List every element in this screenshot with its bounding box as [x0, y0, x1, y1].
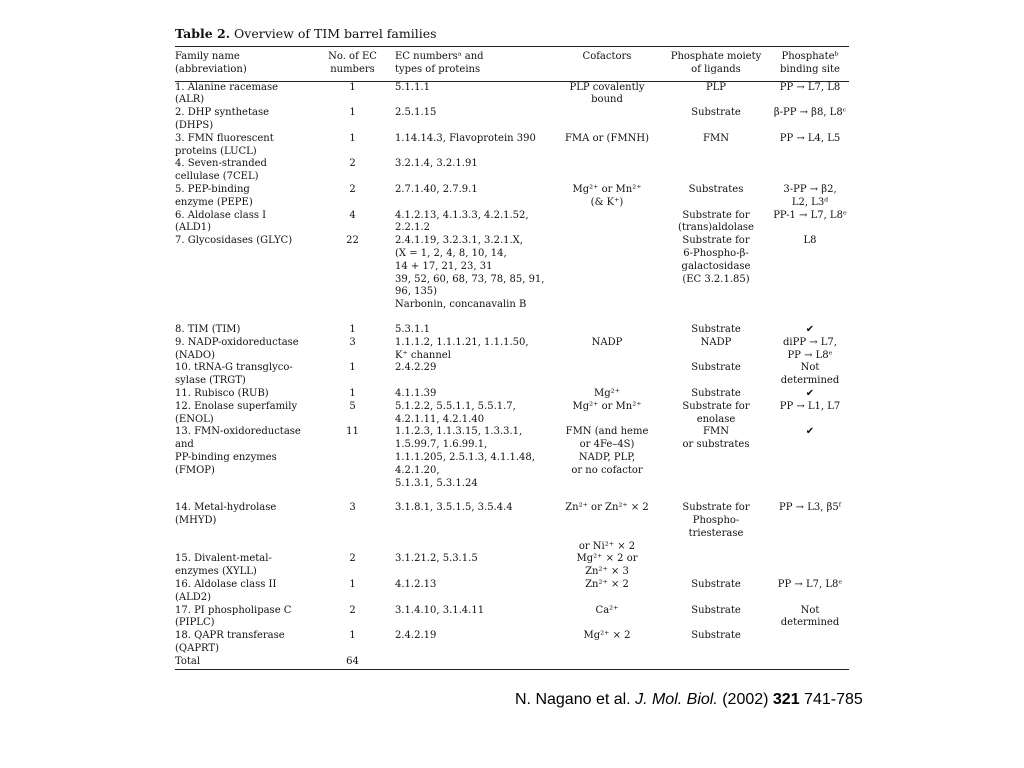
- cell-family: 7. Glycosidases (GLYC): [175, 235, 293, 247]
- cell-ec: 1.1.1.2, 1.1.1.21, 1.1.1.50, K⁺ channel: [395, 336, 529, 361]
- cell-num: 11: [346, 426, 359, 438]
- cell-ec: 1.1.2.3, 1.1.3.15, 1.3.3.1, 1.5.99.7, 1.6.99.1, 1.1.1.205, 2.5.1.3, 4.1.1.48, 4.2.1.20, 5.1.3.1, 5.3.1.24: [395, 426, 535, 489]
- cell-ec: 3.1.8.1, 3.5.1.5, 3.5.4.4: [395, 502, 513, 514]
- bottom-rule: [175, 669, 849, 670]
- cell-ec: 2.5.1.15: [395, 107, 437, 119]
- cell-num: 1: [349, 387, 356, 399]
- table-label: Table 2.: [175, 26, 231, 41]
- cell-site: L8: [803, 235, 817, 247]
- table-row: [175, 133, 849, 159]
- cell-site: PP-1 → L7, L8ᵉ: [773, 209, 847, 221]
- table-row: [175, 388, 849, 401]
- table-row: [175, 502, 849, 540]
- citation-pages: 741-785: [799, 691, 863, 708]
- table-row: [175, 184, 849, 210]
- cell-family: Total: [175, 655, 201, 667]
- cell-num: 1: [349, 579, 356, 591]
- cell-family: 17. PI phospholipase C (PIPLC): [175, 604, 292, 629]
- cell-num: 1: [349, 107, 356, 119]
- cell-num: 1: [349, 362, 356, 374]
- cell-site: [771, 541, 849, 554]
- table-title: [175, 26, 849, 42]
- cell-cof: Zn²⁺ or Zn²⁺ × 2: [565, 502, 649, 514]
- cell-ec: 2.4.2.29: [395, 362, 437, 374]
- cell-site: β-PP → β8, L8ᶜ: [773, 107, 847, 119]
- table-row: [175, 210, 849, 236]
- cell-num: 22: [346, 235, 359, 247]
- table-row: [175, 158, 849, 184]
- citation-journal: J. Mol. Biol.: [635, 691, 718, 708]
- cell-pho: Substrate for enolase: [682, 400, 750, 425]
- cell-pho: [661, 656, 771, 669]
- cell-family: 10. tRNA-G transglyco- sylase (TRGT): [175, 362, 293, 387]
- header-row: [175, 47, 849, 81]
- cell-pho: Substrate: [691, 579, 741, 591]
- cell-family: 12. Enolase superfamily (ENOL): [175, 400, 298, 425]
- cell-cof: Mg²⁺ × 2 or Zn²⁺ × 3: [576, 553, 638, 578]
- row-spacer-cell: [175, 490, 849, 502]
- cell-num: 4: [349, 209, 356, 221]
- cell-cof: FMN (and heme or 4Fe–4S) NADP, PLP, or no cofactor: [565, 426, 649, 476]
- cell-ec: 3.1.4.10, 3.1.4.11: [395, 604, 485, 616]
- cell-ec: 5.1.2.2, 5.5.1.1, 5.5.1.7, 4.2.1.11, 4.2.1.40: [395, 400, 516, 425]
- cell-cof: [553, 158, 661, 184]
- table-row: [175, 630, 849, 656]
- cell-ec: 2.4.2.19: [395, 630, 437, 642]
- cell-pho: Substrate: [691, 604, 741, 616]
- table-row: [175, 82, 849, 108]
- table-row: [175, 579, 849, 605]
- cell-ec: 2.4.1.19, 3.2.3.1, 3.2.1.X, (X = 1, 2, 4, 8, 10, 14, 14 + 17, 21, 23, 31 39, 52, 60, 68, 73, 78, 85, 91, 96, 135) Narbonin, concanavalin B: [395, 235, 545, 311]
- cell-pho: Substrate: [691, 362, 741, 374]
- cell-cof: Mg²⁺ or Mn²⁺: [572, 400, 642, 412]
- citation: [515, 690, 863, 710]
- header-num-ec: No. of EC numbers: [328, 51, 377, 75]
- header-binding-site: Phosphateᵇ binding site: [780, 51, 840, 75]
- cell-family: 9. NADP-oxidoreductase (NADO): [175, 336, 299, 361]
- cell-cof: [553, 362, 661, 388]
- cell-pho: PLP: [705, 81, 727, 93]
- cell-pho: [661, 541, 771, 554]
- cell-ec: 4.1.1.39: [395, 387, 437, 399]
- cell-num: 1: [349, 323, 356, 335]
- table-row: [175, 553, 849, 579]
- table-title-text: Overview of TIM barrel families: [234, 26, 437, 41]
- tim-barrel-table: [175, 47, 849, 669]
- cell-num: 2: [349, 158, 356, 170]
- citation-volume: 321: [772, 691, 800, 708]
- cell-num: 3: [349, 336, 356, 348]
- cell-cof: Zn²⁺ × 2: [585, 579, 629, 591]
- cell-site: [771, 630, 849, 656]
- cell-pho: Substrate: [691, 107, 741, 119]
- table-row: [175, 605, 849, 631]
- cell-ec: 2.7.1.40, 2.7.9.1: [395, 183, 478, 195]
- cell-pho: Substrate for (trans)aldolase: [678, 209, 754, 234]
- cell-family: 5. PEP-binding enzyme (PEPE): [175, 183, 253, 208]
- cell-num: 2: [349, 183, 356, 195]
- cell-site: ✔: [805, 387, 815, 399]
- cell-family: 1. Alanine racemase (ALR): [175, 81, 279, 106]
- row-spacer-cell: [175, 312, 849, 324]
- table-row: [175, 324, 849, 337]
- cell-site: PP → L7, L8: [779, 81, 841, 93]
- citation-authors: N. Nagano et al.: [515, 691, 636, 708]
- cell-cof: Mg²⁺ × 2: [583, 630, 631, 642]
- cell-ec: [395, 541, 553, 554]
- cell-site: ✔: [805, 426, 815, 438]
- cell-family: 4. Seven-stranded cellulase (7CEL): [175, 158, 267, 183]
- cell-site: Not determined: [780, 362, 840, 387]
- table-row: [175, 541, 849, 554]
- cell-ec: 3.1.21.2, 5.3.1.5: [395, 553, 478, 565]
- cell-site: [771, 158, 849, 184]
- cell-family: 13. FMN-oxidoreductase and PP-binding enzymes (FMOP): [175, 426, 301, 476]
- cell-family: 8. TIM (TIM): [175, 323, 241, 335]
- cell-family: 14. Metal-hydrolase (MHYD): [175, 502, 277, 527]
- cell-site: 3-PP → β2, L2, L3ᵈ: [783, 183, 837, 208]
- row-spacer: [175, 490, 849, 502]
- cell-family: 18. QAPR transferase (QAPRT): [175, 630, 285, 655]
- table-row: [175, 656, 849, 669]
- table-container: [175, 26, 849, 670]
- cell-cof: [553, 235, 661, 312]
- cell-cof: Ca²⁺: [595, 604, 619, 616]
- cell-family: 11. Rubisco (RUB): [175, 387, 269, 399]
- cell-ec: 4.1.2.13, 4.1.3.3, 4.2.1.52, 2.2.1.2: [395, 209, 529, 234]
- cell-cof: or Ni²⁺ × 2: [578, 540, 636, 552]
- table-body: [175, 82, 849, 669]
- cell-num: 64: [346, 655, 359, 667]
- cell-num: 1: [349, 132, 356, 144]
- cell-cof: [553, 210, 661, 236]
- cell-site: diPP → L7, PP → L8ᵉ: [783, 336, 837, 361]
- cell-pho: [661, 553, 771, 579]
- cell-pho: Substrate for 6-Phospho-β- galactosidase (EC 3.2.1.85): [681, 235, 751, 285]
- cell-ec: 5.3.1.1: [395, 323, 430, 335]
- cell-site: PP → L4, L5: [779, 132, 841, 144]
- cell-pho: Substrates: [688, 183, 744, 195]
- cell-site: Not determined: [780, 604, 840, 629]
- cell-num: 2: [349, 604, 356, 616]
- cell-site: PP → L3, β5ᶠ: [779, 502, 841, 514]
- cell-site: [771, 553, 849, 579]
- cell-pho: FMN or substrates: [682, 426, 750, 451]
- cell-pho: [661, 158, 771, 184]
- cell-pho: Substrate: [691, 387, 741, 399]
- cell-ec: [395, 656, 553, 669]
- cell-cof: Mg²⁺: [594, 387, 620, 399]
- cell-site: ✔: [805, 323, 815, 335]
- cell-family: 2. DHP synthetase (DHPS): [175, 107, 269, 131]
- cell-num: 5: [349, 400, 356, 412]
- header-family: Family name (abbreviation): [175, 51, 247, 75]
- table-row: [175, 337, 849, 363]
- cell-num: 3: [349, 502, 356, 514]
- header-phosphate-moiety: Phosphate moiety of ligands: [670, 51, 762, 75]
- cell-ec: 1.14.14.3, Flavoprotein 390: [395, 132, 536, 144]
- cell-ec: 5.1.1.1: [395, 81, 430, 93]
- table-row: [175, 401, 849, 427]
- cell-site: PP → L7, L8ᵉ: [777, 579, 843, 591]
- header-ec-numbers: EC numbersᵃ and types of proteins: [395, 51, 484, 75]
- cell-ec: 4.1.2.13: [395, 579, 437, 591]
- cell-family: 16. Aldolase class II (ALD2): [175, 579, 277, 603]
- table-row: [175, 235, 849, 312]
- cell-pho: Substrate: [691, 323, 741, 335]
- cell-pho: Substrate for Phospho- triesterase: [682, 502, 750, 539]
- row-spacer: [175, 312, 849, 324]
- header-cofactors: Cofactors: [582, 51, 632, 62]
- cell-num: 1: [349, 81, 356, 93]
- cell-cof: [553, 324, 661, 337]
- table-row: [175, 426, 849, 490]
- cell-cof: PLP covalently bound: [569, 81, 645, 106]
- cell-site: PP → L1, L7: [779, 400, 841, 412]
- cell-ec: 3.2.1.4, 3.2.1.91: [395, 158, 478, 170]
- cell-pho: Substrate: [691, 630, 741, 642]
- cell-cof: Mg²⁺ or Mn²⁺ (& K⁺): [572, 183, 642, 208]
- cell-family: 15. Divalent-metal- enzymes (XYLL): [175, 553, 272, 578]
- cell-family: [175, 541, 310, 554]
- table-row: [175, 362, 849, 388]
- cell-site: [771, 656, 849, 669]
- citation-year: (2002): [717, 691, 773, 708]
- cell-pho: NADP: [700, 336, 732, 348]
- cell-pho: FMN: [703, 132, 729, 144]
- cell-cof: [553, 656, 661, 669]
- cell-cof: NADP: [591, 336, 623, 348]
- cell-family: 6. Aldolase class I (ALD1): [175, 209, 267, 234]
- cell-cof: FMA or (FMNH): [564, 132, 649, 144]
- cell-family: 3. FMN fluorescent proteins (LUCL): [175, 132, 274, 157]
- cell-cof: [553, 107, 661, 133]
- cell-num: 2: [349, 553, 356, 565]
- cell-num: [310, 541, 395, 554]
- table-row: [175, 107, 849, 133]
- cell-num: 1: [349, 630, 356, 642]
